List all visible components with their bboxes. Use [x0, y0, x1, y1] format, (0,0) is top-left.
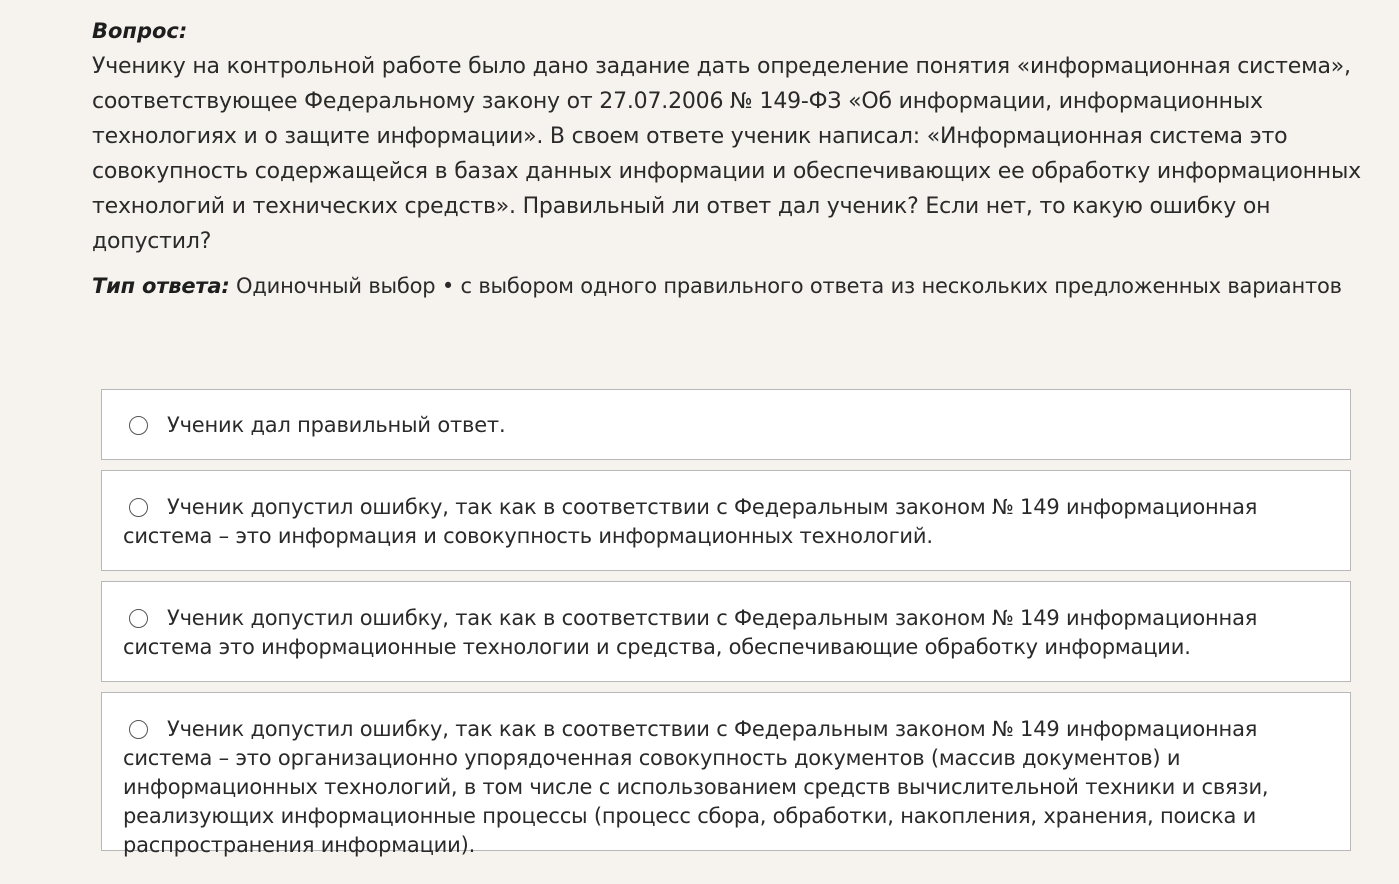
answer-type-value: Одиночный выбор • с выбором одного правильного ответа из нескольких предложенных вариантов	[236, 274, 1342, 298]
answer-options	[101, 389, 1351, 861]
answer-type	[92, 270, 1382, 302]
answer-option-2[interactable]	[101, 470, 1351, 571]
answer-option-1[interactable]	[101, 389, 1351, 460]
answer-option-4[interactable]	[101, 692, 1351, 857]
question-block	[92, 16, 1362, 259]
radio-button-icon[interactable]	[129, 609, 148, 628]
question-label: Вопрос:	[92, 19, 188, 43]
answer-option-3[interactable]	[101, 581, 1351, 682]
radio-button-icon[interactable]	[129, 498, 148, 517]
answer-option-text: Ученик допустил ошибку, так как в соответствии с Федеральным законом № 149 информационная система это информационные технологии и средства, обеспечивающие обработку информации.	[123, 606, 1258, 659]
answer-option-text: Ученик допустил ошибку, так как в соответствии с Федеральным законом № 149 информационная система – это информация и совокупность информационных технологий.	[123, 495, 1258, 548]
answer-option-text: Ученик допустил ошибку, так как в соответствии с Федеральным законом № 149 информационная система – это организационно упорядоченная совокупность документов (массив документов) и информационных технологий, в том числе с использованием средств вычислительной техники и связи, реализующих информационные процессы (процесс сбора, обработки, накопления, хранения, поиска и распространения информации).	[123, 717, 1269, 857]
answer-type-label: Тип ответа:	[92, 274, 230, 298]
radio-button-icon[interactable]	[129, 720, 148, 739]
radio-button-icon[interactable]	[129, 416, 148, 435]
question-text: Ученику на контрольной работе было дано задание дать определение понятия «информационная система», соответствующее Федеральному закону от 27.07.2006 № 149-ФЗ «Об информации, информационных технологиях и о защите информации». В своем ответе ученик написал: «Информационная система это совокупность содержащейся в базах данных информации и обеспечивающих ее обработку информационных технологий и технических средств». Правильный ли ответ дал ученик? Если нет, то какую ошибку он допустил?	[92, 54, 1361, 254]
answer-option-text: Ученик дал правильный ответ.	[167, 413, 506, 437]
